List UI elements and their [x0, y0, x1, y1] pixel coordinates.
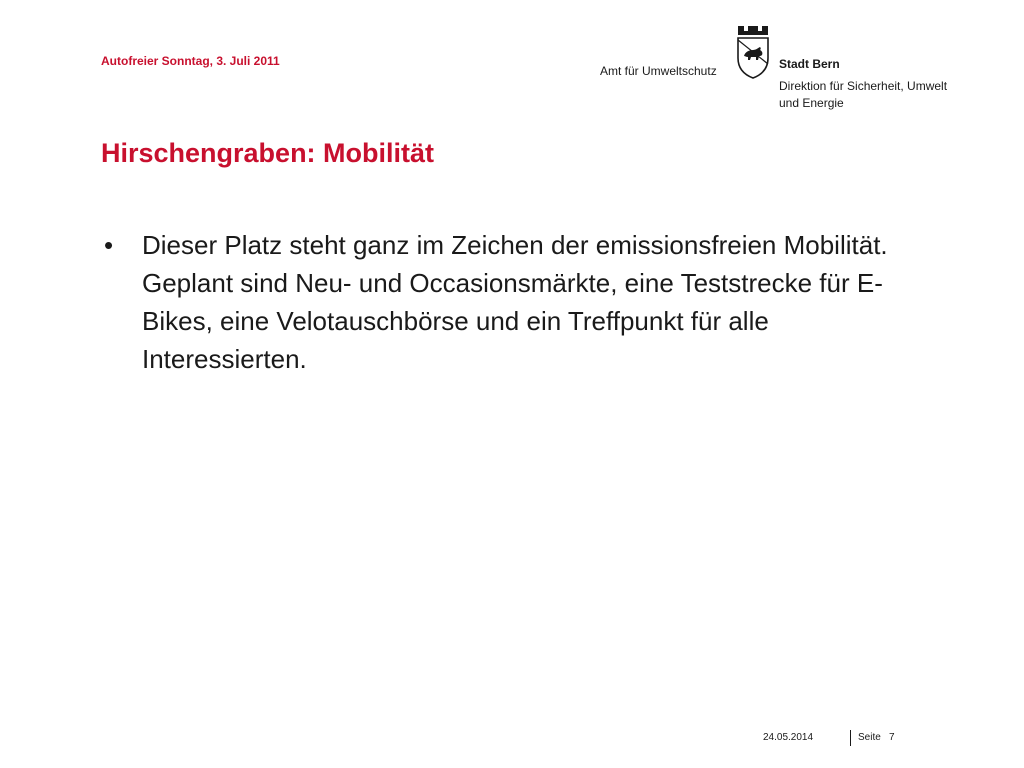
org-block: [779, 56, 949, 112]
bullet-marker: •: [104, 230, 114, 260]
bullet-list: [104, 226, 924, 378]
slide-title: Hirschengraben: Mobilität: [101, 138, 435, 168]
org-department: Direktion für Sicherheit, Umwelt und Energie: [779, 79, 948, 110]
footer-divider: [850, 730, 851, 746]
bullet-item: [104, 226, 924, 378]
footer-page-number: 7: [889, 732, 895, 743]
office-name: Amt für Umweltschutz: [600, 64, 717, 78]
bern-bear-crest-icon: [735, 24, 771, 80]
bullet-text: Dieser Platz steht ganz im Zeichen der emissionsfreien Mobilität. Geplant sind Neu- und Occasionsmärkte, eine Teststrecke für E-Bikes, eine Velotauschbörse und ein Treffpunkt für alle Interessierten.: [142, 230, 888, 374]
footer-date: 24.05.2014: [763, 732, 814, 743]
footer-page-label: Seite: [858, 732, 881, 743]
event-title: Autofreier Sonntag, 3. Juli 2011: [101, 54, 280, 68]
org-name: Stadt Bern: [779, 57, 840, 71]
